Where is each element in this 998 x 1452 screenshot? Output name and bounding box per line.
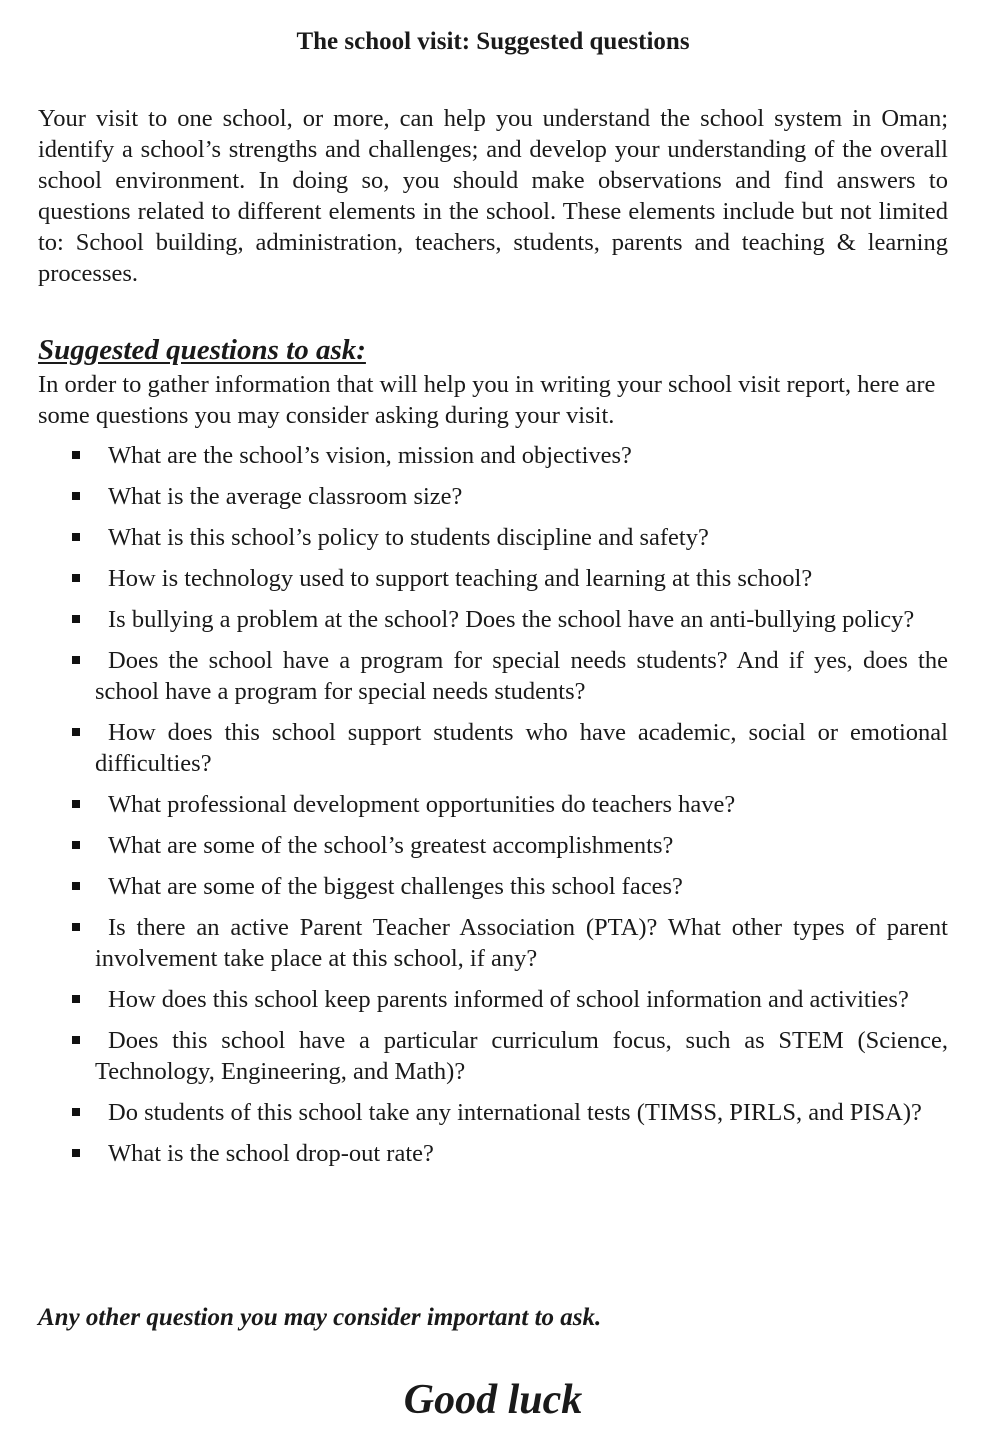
list-item [72,645,948,707]
list-item [72,1025,948,1087]
list-item [72,481,948,512]
page-title: The school visit: Suggested questions [296,28,690,55]
square-bullet-icon [72,995,80,1003]
question-text: How does this school support students who have academic, social or emotional difficulties? [95,719,948,777]
sign-off: Good luck [403,1377,583,1423]
question-text: Does the school have a program for special needs students? And if yes, does the school have a program for special needs students? [95,647,948,705]
list-item [72,563,948,594]
list-item [72,830,948,861]
square-bullet-icon [72,533,80,541]
square-bullet-icon [72,656,80,664]
question-text: What professional development opportunities do teachers have? [108,791,736,818]
square-bullet-icon [72,615,80,623]
closing-note: Any other question you may consider important to ask. [38,1304,602,1331]
question-text: What is the average classroom size? [108,483,463,510]
list-item [72,984,948,1015]
question-text: Is bullying a problem at the school? Does the school have an anti-bullying policy? [108,606,915,633]
square-bullet-icon [72,728,80,736]
square-bullet-icon [72,492,80,500]
question-text: Does this school have a particular curriculum focus, such as STEM (Science, Technology, Engineering, and Math)? [95,1027,948,1085]
square-bullet-icon [72,1149,80,1157]
question-text: Do students of this school take any international tests (TIMSS, PIRLS, and PISA)? [108,1099,922,1126]
question-text: What are some of the biggest challenges this school faces? [108,873,683,900]
section-intro: In order to gather information that will help you in writing your school visit report, here are some questions you may consider asking during your visit. [38,371,936,429]
question-text: How does this school keep parents informed of school information and activities? [108,986,909,1013]
square-bullet-icon [72,882,80,890]
question-text: How is technology used to support teaching and learning at this school? [108,565,813,592]
questions-list [72,440,948,1179]
list-item [72,717,948,779]
list-item [72,871,948,902]
square-bullet-icon [72,841,80,849]
square-bullet-icon [72,923,80,931]
list-item [72,912,948,974]
square-bullet-icon [72,574,80,582]
intro-paragraph: Your visit to one school, or more, can help you understand the school system in Oman; identify a school’s strengths and challenges; and develop your understanding of the overall school environment. In doing so, you should make observations and find answers to questions related to different elements in the school. These elements include but not limited to: School building, administration, teachers, students, parents and teaching & learning processes. [38,105,948,287]
square-bullet-icon [72,800,80,808]
question-text: What is this school’s policy to students discipline and safety? [108,524,709,551]
square-bullet-icon [72,451,80,459]
question-text: What are the school’s vision, mission and objectives? [108,442,632,469]
list-item [72,1097,948,1128]
list-item [72,440,948,471]
square-bullet-icon [72,1108,80,1116]
list-item [72,1138,948,1169]
question-text: What is the school drop-out rate? [108,1140,434,1167]
section-heading: Suggested questions to ask: [38,334,366,366]
question-text: What are some of the school’s greatest accomplishments? [108,832,674,859]
question-text: Is there an active Parent Teacher Association (PTA)? What other types of parent involvement take place at this school, if any? [95,914,948,972]
list-item [72,604,948,635]
list-item [72,789,948,820]
list-item [72,522,948,553]
square-bullet-icon [72,1036,80,1044]
